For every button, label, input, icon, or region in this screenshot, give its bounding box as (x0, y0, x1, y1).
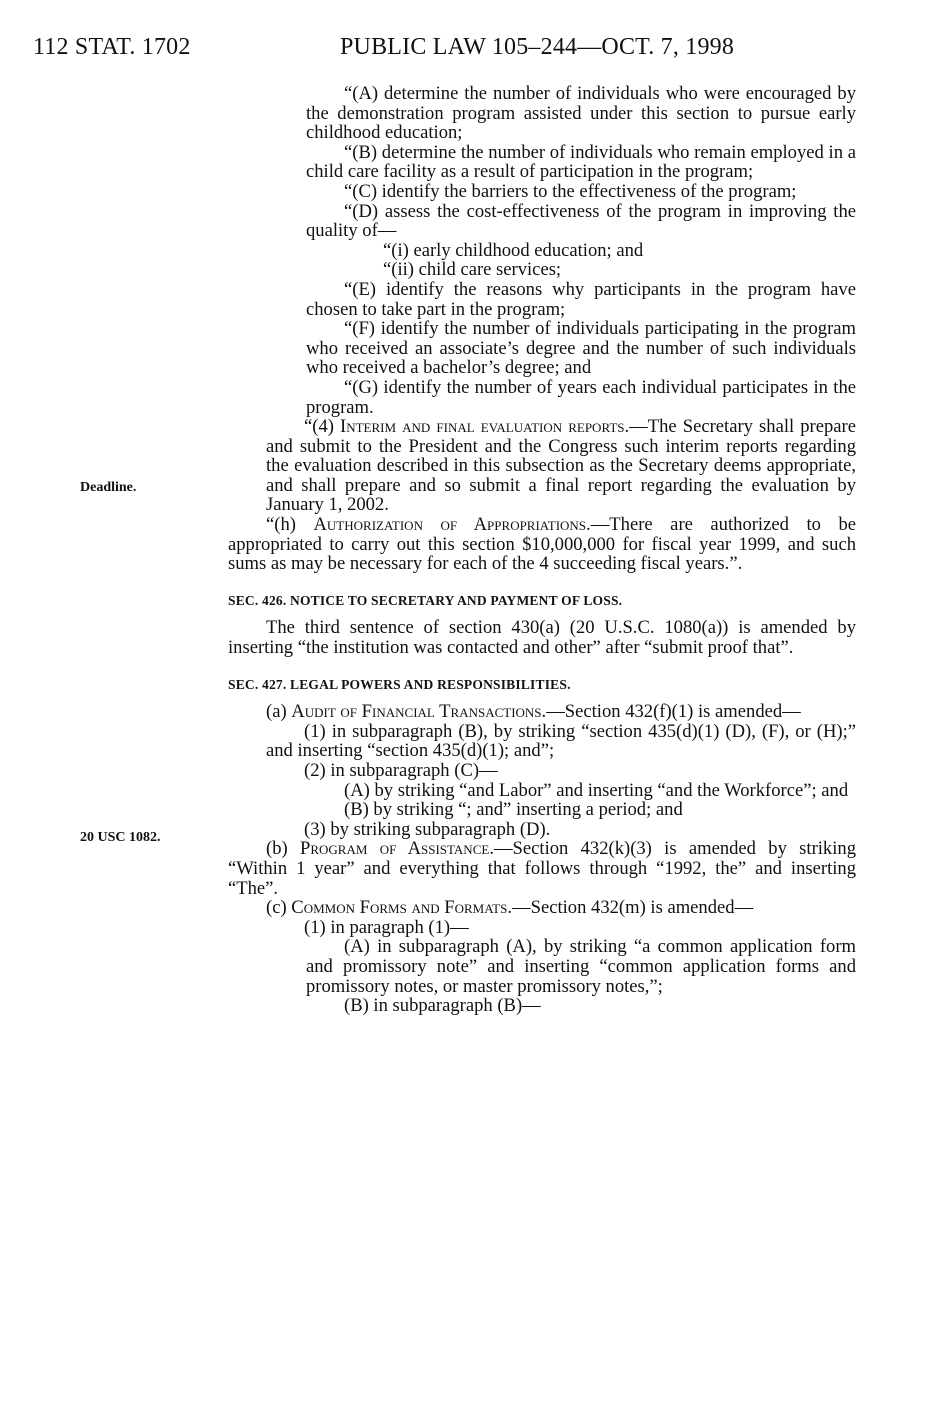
sec-427-a (228, 702, 856, 722)
sec-427-c-1: (1) in paragraph (1)— (304, 916, 469, 938)
statute-page-number: 112 STAT. 1702 (33, 34, 191, 60)
para-d-ii: “(ii) child care services; (383, 259, 562, 281)
sec-427-a-2-B: (B) by striking “; and” inserting a period; and (344, 799, 683, 821)
body-text (228, 84, 856, 1016)
para-4-lead: “(4) (304, 416, 341, 438)
para-b: “(B) determine the number of individuals who remain employed in a child care facility as a result of participation in the program; (306, 141, 856, 183)
sec-427-b-heading: Program of Assistance (299, 838, 490, 860)
sec-426-text: The third sentence of section 430(a) (20 U.S.C. 1080(a)) is amended by inserting “the institution was contacted and other” after “submit proof that”. (228, 617, 856, 659)
sec-427-a-text: .—Section 432(f)(1) is amended— (541, 701, 801, 723)
sec-426-heading: SEC. 426. NOTICE TO SECRETARY AND PAYMENT OF LOSS. (228, 592, 623, 608)
para-f: “(F) identify the number of individuals participating in the program who received an associate’s degree and the number of such individuals who received a bachelor’s degree; and (306, 318, 856, 379)
sec-427-c-lead: (c) (266, 897, 292, 919)
margin-note-usc: 20 USC 1082. (80, 830, 161, 845)
para-4-text: .—The Secretary shall prepare and submit to the President and the Congress such interim reports regarding the evaluation described in this subsection as the Secretary deems appropriate, and shall prepare and so submit a final report regarding the evaluation by January 1, 2002. (266, 416, 856, 516)
para-authorization (228, 515, 856, 574)
sec-427-b (228, 839, 856, 898)
para-e: “(E) identify the reasons why participants in the program have chosen to take part in the program; (306, 278, 856, 320)
sec-427-heading: SEC. 427. LEGAL POWERS AND RESPONSIBILITIES. (228, 676, 571, 692)
para-d-i: “(i) early childhood education; and (383, 239, 644, 261)
para-d: “(D) assess the cost-effectiveness of the program in improving the quality of— (306, 200, 856, 242)
sec-427-b-text: .—Section 432(k)(3) is amended by striking “Within 1 year” and everything that follows through “1992, the” and inserting “The”. (228, 838, 856, 899)
sec-427-a-heading: Audit of Financial Transactions (291, 701, 542, 723)
sec-427-b-lead: (b) (266, 838, 300, 860)
running-header: PUBLIC LAW 105–244—OCT. 7, 1998 (340, 34, 735, 60)
para-c: “(C) identify the barriers to the effectiveness of the program; (344, 180, 797, 202)
sec-427-c-heading: Common Forms and Formats (291, 897, 508, 919)
sec-427-c-1-A: (A) in subparagraph (A), by striking “a common application form and promissory note” and inserting “common application forms and promissory notes, or master promissory notes,”; (306, 936, 856, 997)
para-h-heading: Authorization of Appropriations (313, 514, 587, 536)
sec-427-c (228, 898, 856, 918)
para-a: “(A) determine the number of individuals who were encouraged by the demonstration program assisted under this section to pursue early childhood education; (306, 83, 856, 144)
margin-note-deadline: Deadline. (80, 480, 137, 495)
sec-427-a-3: (3) by striking subparagraph (D). (304, 818, 551, 840)
para-4-heading: Interim and final evaluation reports (340, 416, 625, 438)
para-g: “(G) identify the number of years each individual participates in the program. (306, 376, 856, 418)
sec-427-c-1-B: (B) in subparagraph (B)— (344, 995, 541, 1017)
para-h-text: .—There are authorized to be appropriated to carry out this section $10,000,000 for fiscal year 1999, and such sums as may be necessary for each of the 4 succeeding fiscal years.”. (228, 514, 856, 575)
sec-427-a-1: (1) in subparagraph (B), by striking “section 435(d)(1) (D), (F), or (H);” and inserting “section 435(d)(1); and”; (266, 720, 856, 762)
para-h-lead: “(h) (266, 514, 314, 536)
sec-427-a-2: (2) in subparagraph (C)— (304, 760, 498, 781)
para-interim-reports (228, 417, 856, 515)
sec-427-a-lead: (a) (266, 701, 292, 723)
sec-427-c-text: .—Section 432(m) is amended— (507, 897, 754, 919)
sec-427-a-2-A: (A) by striking “and Labor” and inserting “and the Workforce”; and (344, 779, 849, 801)
